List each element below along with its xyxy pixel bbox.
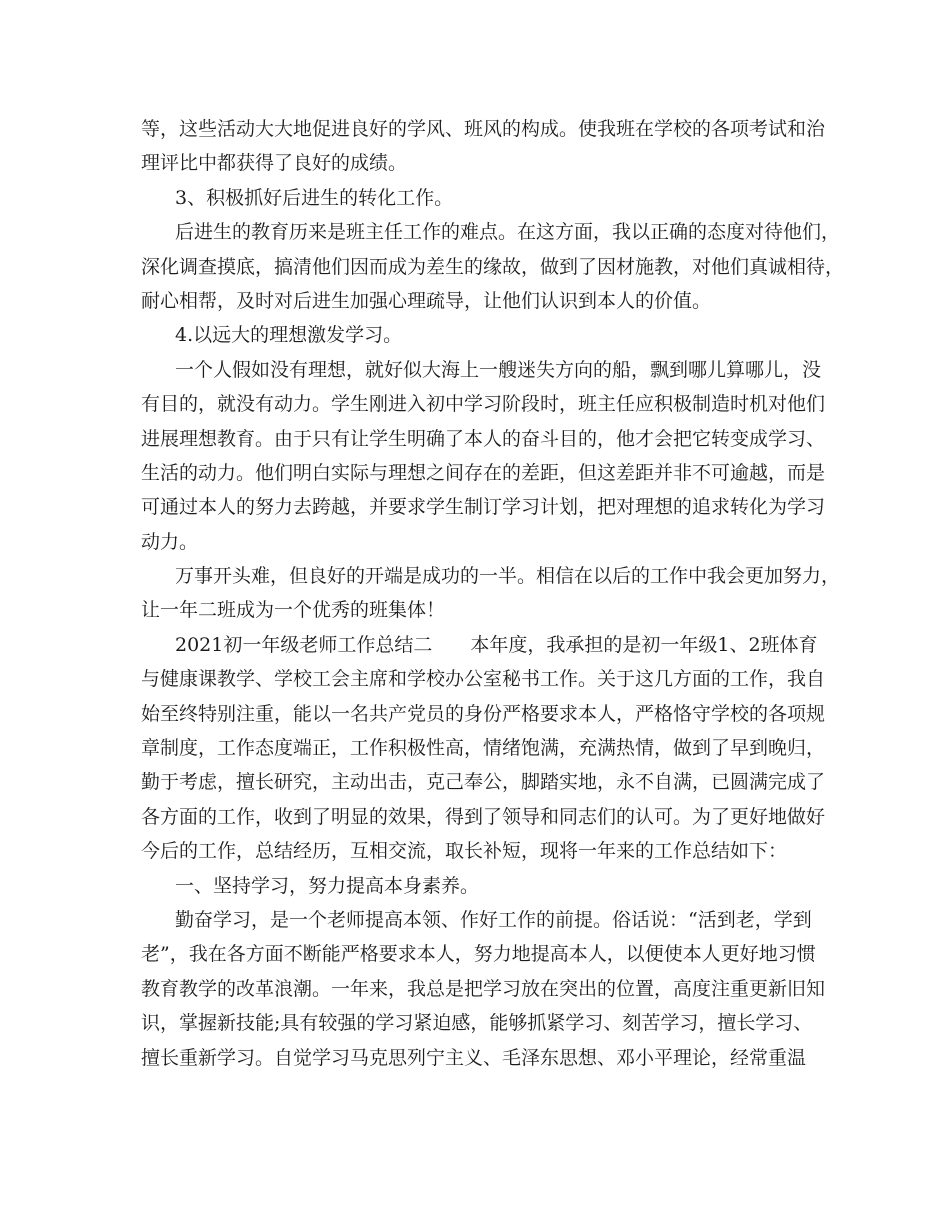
text-line: 各方面的工作，收到了明显的效果，得到了领导和同志们的认可。为了更好地做好	[141, 805, 826, 828]
text-line: 一个人假如没有理想，就好似大海上一艘迷失方向的船，飘到哪儿算哪儿，没	[175, 358, 822, 381]
text-line: 2021初一年级老师工作总结二 本年度，我承担的是初一年级1、2班体育	[175, 633, 818, 656]
text-line: 勤奋学习，是一个老师提高本领、作好工作的前提。俗话说：“活到老，学到	[175, 908, 812, 931]
text-line: 一、坚持学习，努力提高本身素养。	[175, 874, 480, 897]
text-line: 深化调查摸底，搞清他们因而成为差生的缘故，做到了因材施教，对他们真诚相待，	[141, 255, 845, 278]
text-line: 章制度，工作态度端正，工作积极性高，情绪饱满，充满热情，做到了早到晚归，	[141, 737, 826, 760]
text-line: 3、积极抓好后进生的转化工作。	[175, 186, 454, 209]
text-line: 耐心相帮，及时对后进生加强心理疏导，让他们认识到本人的价值。	[141, 289, 712, 312]
text-line: 教育教学的改革浪潮。一年来，我总是把学习放在突出的位置，高度注重更新旧知	[141, 977, 826, 1000]
text-line: 识，掌握新技能;具有较强的学习紧迫感，能够抓紧学习、刻苦学习，擅长学习、	[141, 1012, 813, 1035]
text-line: 有目的，就没有动力。学生刚进入初中学习阶段时，班主任应积极制造时机对他们	[141, 393, 826, 416]
text-line: 动力。	[141, 530, 199, 553]
text-line: 进展理想教育。由于只有让学生明确了本人的奋斗目的，他才会把它转变成学习、	[141, 427, 826, 450]
text-line: 理评比中都获得了良好的成绩。	[141, 152, 408, 175]
text-line: 始至终特别注重，能以一名共产党员的身份严格要求本人，严格恪守学校的各项规	[141, 702, 826, 725]
text-line: 勤于考虑，擅长研究，主动出击，克己奉公，脚踏实地，永不自满，已圆满完成了	[141, 771, 826, 794]
text-line: 等，这些活动大大地促进良好的学风、班风的构成。使我班在学校的各项考试和治	[141, 118, 826, 140]
text-line: 老”，我在各方面不断能严格要求本人，努力地提高本人，以便使本人更好地习惯	[141, 943, 816, 966]
text-line: 让一年二班成为一个优秀的班集体！	[141, 599, 446, 622]
text-line: 生活的动力。他们明白实际与理想之间存在的差距，但这差距并非不可逾越，而是	[141, 461, 826, 484]
text-line: 擅长重新学习。自觉学习马克思列宁主义、毛泽东思想、邓小平理论，经常重温	[141, 1046, 807, 1069]
text-line: 万事开头难，但良好的开端是成功的一半。相信在以后的工作中我会更加努力，	[175, 565, 841, 588]
text-line: 与健康课教学、学校工会主席和学校办公室秘书工作。关于这几方面的工作，我自	[141, 668, 826, 691]
body-text	[141, 112, 845, 1075]
text-line: 4.以远大的理想激发学习。	[175, 324, 403, 347]
text-line: 可通过本人的努力去跨越，并要求学生制订学习计划，把对理想的追求转化为学习	[141, 496, 826, 519]
text-line: 后进生的教育历来是班主任工作的难点。在这方面，我以正确的态度对待他们，	[175, 221, 841, 244]
text-line: 今后的工作，总结经历，互相交流，取长补短，现将一年来的工作总结如下：	[141, 840, 788, 863]
